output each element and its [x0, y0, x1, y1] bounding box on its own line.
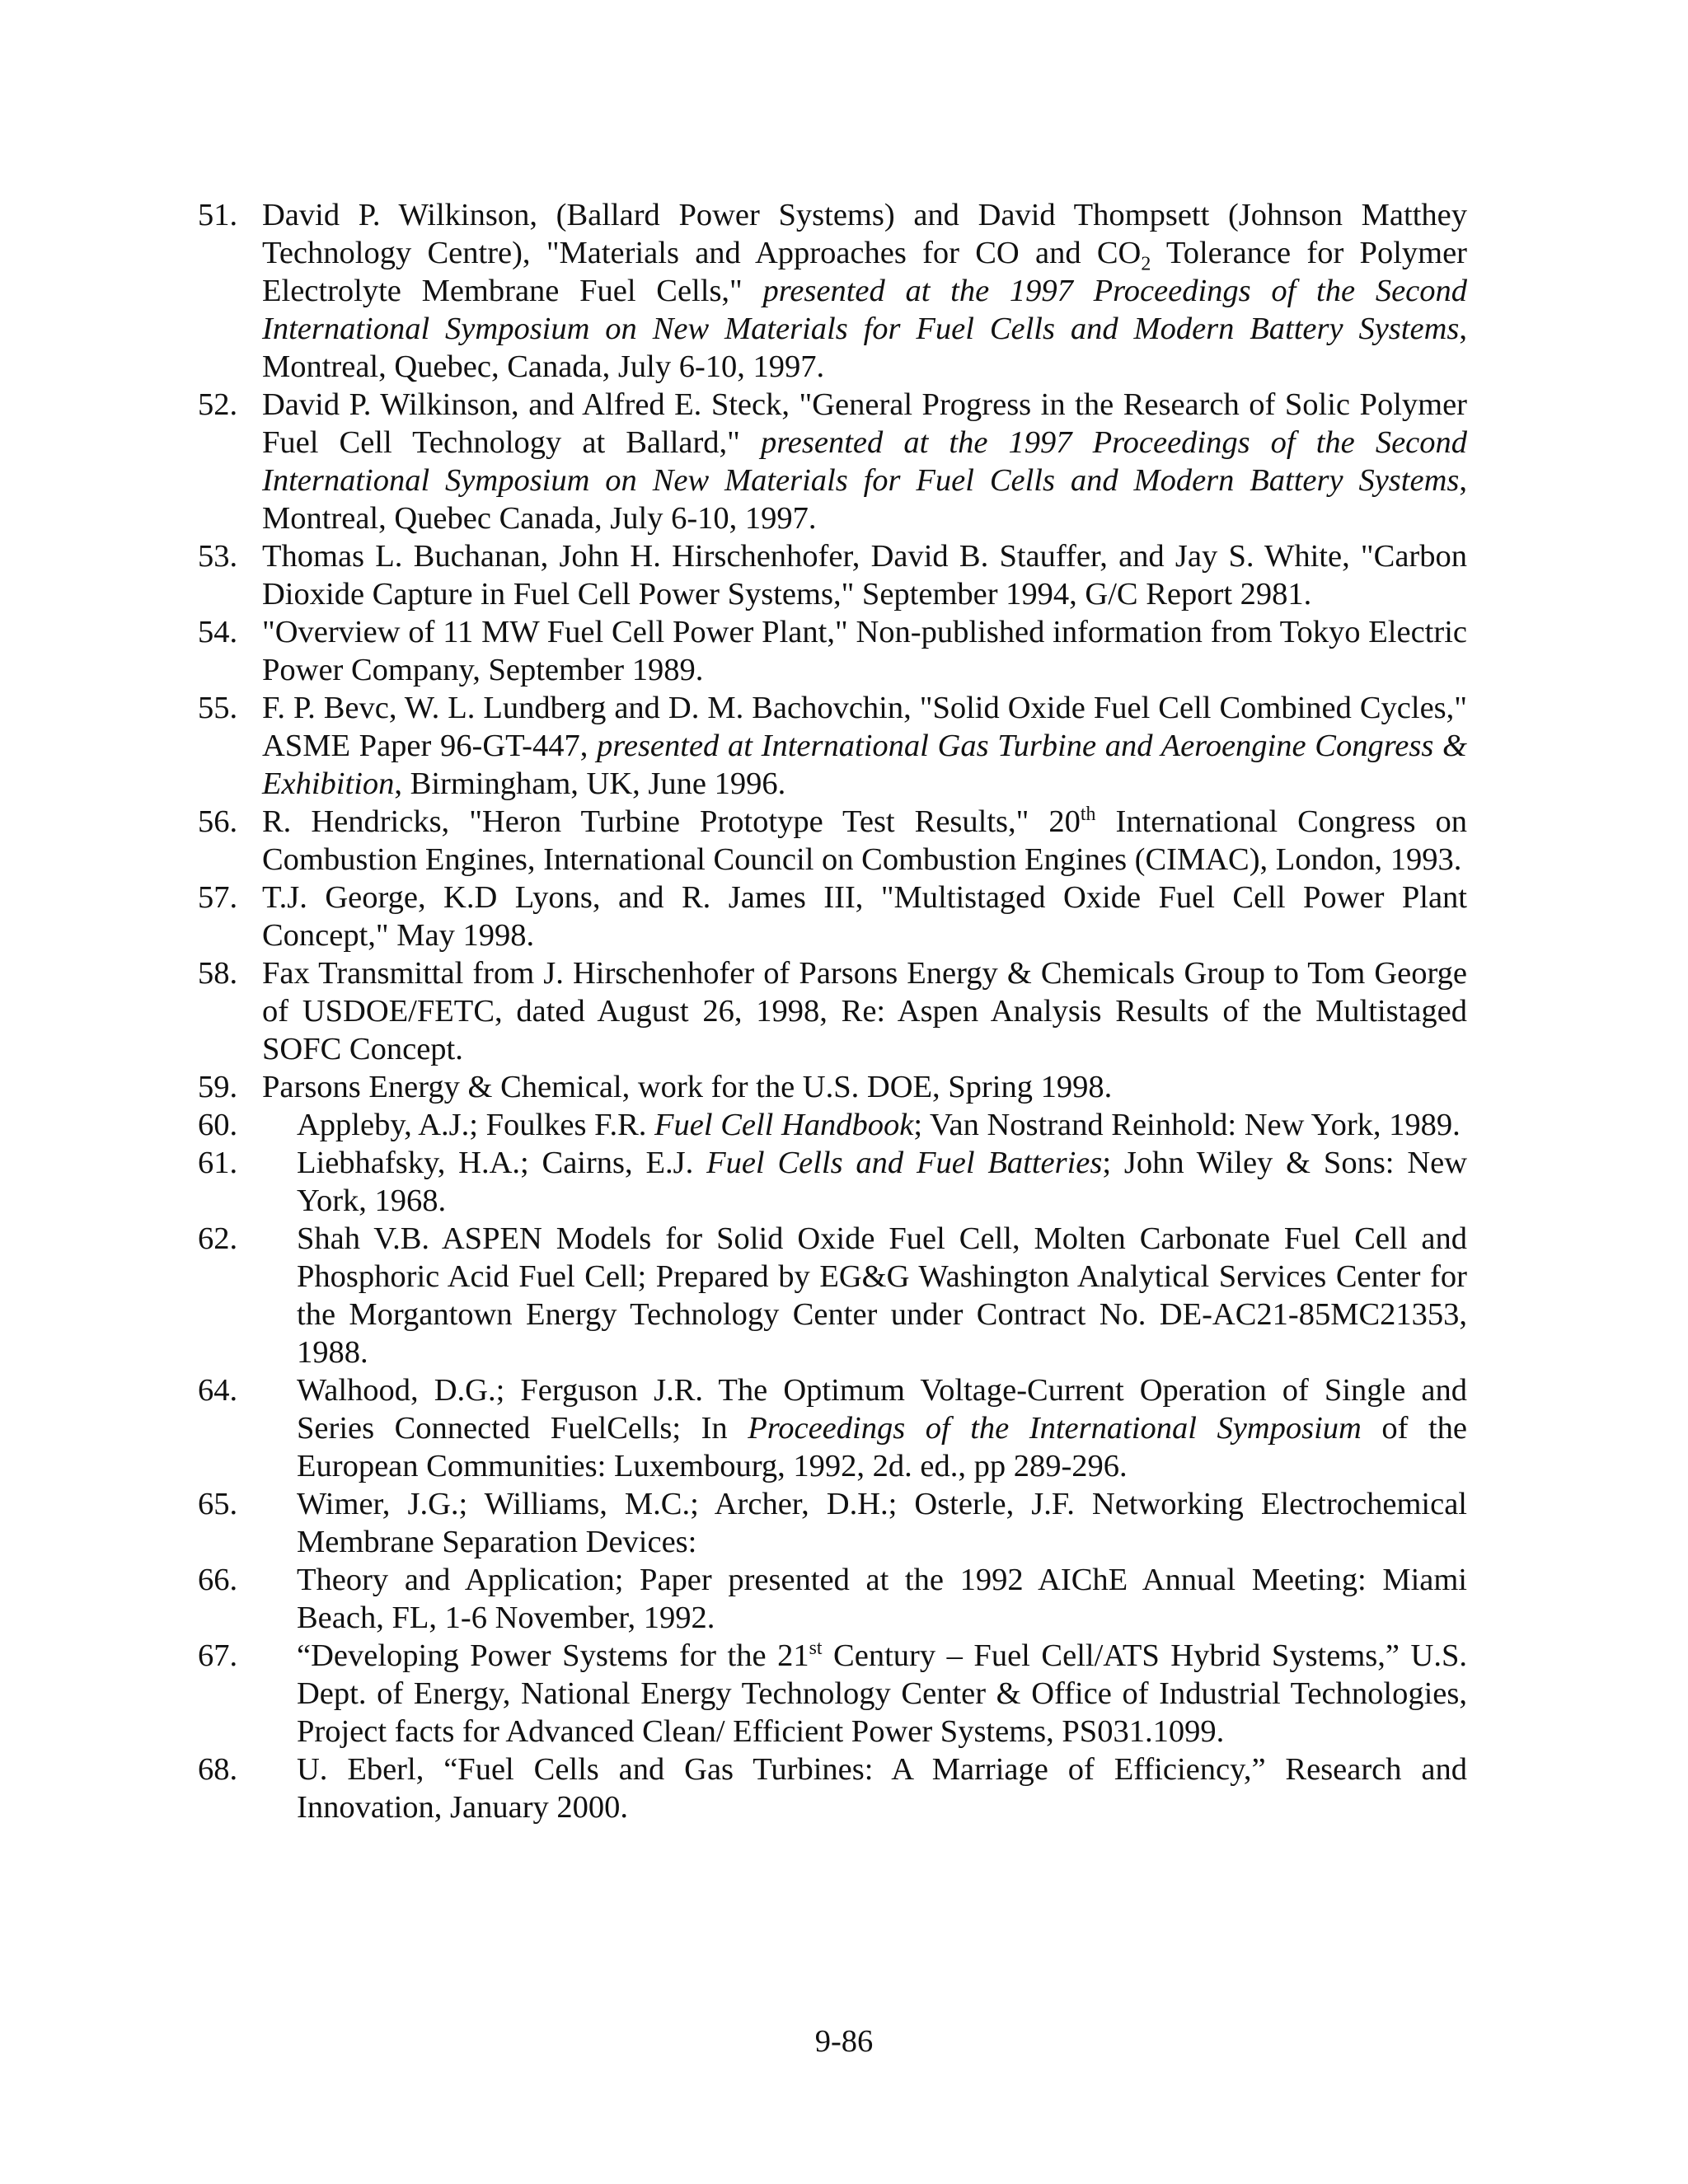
reference-number: 55. — [198, 691, 238, 725]
reference-item — [198, 537, 1467, 613]
reference-venue: presented at the 1997 Proceedings of the Second International Symposium on New Materials for Fuel Cells and Modern Battery Systems — [262, 274, 1467, 346]
reference-text: Liebhafsky, H.A.; Cairns, E.J. — [297, 1146, 707, 1180]
reference-venue: presented at the 1997 Proceedings of the Second International Symposium on New Materials for Fuel Cells and Modern Battery Systems — [262, 425, 1468, 498]
reference-text: Shah V.B. ASPEN Models for Solid Oxide Fuel Cell, Molten Carbonate Fuel Cell and Phosphoric Acid Fuel Cell; Prepared by EG&G Washington Analytical Services Center for the Morgantown Energy Technology Center under Contract No. DE-AC21-85MC21353, 1988. — [297, 1221, 1467, 1370]
reference-item — [198, 1637, 1467, 1750]
reference-item — [198, 803, 1467, 879]
reference-text: “Developing Power Systems for the 21 — [297, 1638, 809, 1673]
reference-number: 60. — [198, 1108, 238, 1142]
reference-number: 54. — [198, 615, 238, 649]
reference-number: 68. — [198, 1752, 238, 1787]
reference-number: 64. — [198, 1373, 238, 1408]
reference-number: 53. — [198, 539, 238, 574]
reference-item — [198, 689, 1467, 803]
reference-title: Fuel Cells and Fuel Batteries — [706, 1146, 1103, 1180]
reference-item — [198, 954, 1467, 1068]
reference-item — [198, 1485, 1467, 1561]
reference-venue: Proceedings of the International Symposium — [748, 1411, 1362, 1446]
reference-text: David P. Wilkinson, and Alfred E. Steck, "General Progress in the Research of Solic Polymer Fuel Cell Technology at Ballard," — [262, 387, 1467, 460]
reference-text: International Congress on Combustion Engines, International Council on Combustion Engines (CIMAC), London, 1993. — [262, 804, 1467, 877]
reference-item — [198, 1068, 1467, 1106]
reference-number: 61. — [198, 1146, 238, 1180]
reference-number: 67. — [198, 1638, 238, 1673]
reference-text: David P. Wilkinson, (Ballard Power Systems) and David Thompsett (Johnson Matthey Technology Centre), "Materials and Approaches for CO and CO — [262, 198, 1467, 270]
reference-item — [198, 1106, 1467, 1144]
reference-title: Fuel Cell Handbook — [654, 1108, 914, 1142]
reference-text: U. Eberl, “Fuel Cells and Gas Turbines: A Marriage of Efficiency,” Research and Innovation, January 2000. — [297, 1752, 1467, 1825]
reference-text: Thomas L. Buchanan, John H. Hirschenhofer, David B. Stauffer, and Jay S. White, "Carbon Dioxide Capture in Fuel Cell Power Systems," September 1994, G/C Report 2981. — [262, 539, 1467, 612]
reference-list — [198, 196, 1467, 1826]
reference-text: ; John Wiley & Sons: New York, 1968. — [297, 1146, 1468, 1218]
reference-text: Theory and Application; Paper presented at the 1992 AIChE Annual Meeting: Miami Beach, FL, 1-6 November, 1992. — [297, 1563, 1467, 1635]
reference-text: Parsons Energy & Chemical, work for the U.S. DOE, Spring 1998. — [262, 1070, 1113, 1104]
reference-item — [198, 613, 1467, 689]
reference-item — [198, 1750, 1467, 1826]
superscript: st — [809, 1638, 823, 1660]
reference-text: , Montreal, Quebec, Canada, July 6-10, 1997. — [262, 312, 1467, 384]
reference-number: 56. — [198, 804, 238, 839]
reference-item — [198, 879, 1467, 954]
reference-venue: presented at International Gas Turbine and Aeroengine Congress & Exhibition — [262, 729, 1467, 801]
reference-text: T.J. George, K.D Lyons, and R. James III, "Multistaged Oxide Fuel Cell Power Plant Concept," May 1998. — [262, 880, 1467, 953]
superscript: th — [1080, 804, 1096, 826]
subscript: 2 — [1141, 253, 1151, 275]
reference-text: , Montreal, Quebec Canada, July 6-10, 1997. — [262, 463, 1467, 536]
reference-number: 58. — [198, 956, 238, 991]
reference-text: Century – Fuel Cell/ATS Hybrid Systems,” U.S. Dept. of Energy, National Energy Technology Center & Office of Industrial Technologies, Project facts for Advanced Clean/ Efficient Power Systems, PS031.1099. — [297, 1638, 1467, 1749]
reference-text: Fax Transmittal from J. Hirschenhofer of Parsons Energy & Chemicals Group to Tom George of USDOE/FETC, dated August 26, 1998, Re: Aspen Analysis Results of the Multistaged SOFC Concept. — [262, 956, 1467, 1066]
reference-number: 65. — [198, 1487, 238, 1521]
reference-text: F. P. Bevc, W. L. Lundberg and D. M. Bachovchin, "Solid Oxide Fuel Cell Combined Cycles," ASME Paper 96-GT-447, — [262, 691, 1467, 763]
reference-number: 51. — [198, 198, 238, 232]
reference-text: Walhood, D.G.; Ferguson J.R. The Optimum Voltage-Current Operation of Single and Series Connected FuelCells; In — [297, 1373, 1467, 1446]
reference-item — [198, 386, 1467, 537]
reference-text: Wimer, J.G.; Williams, M.C.; Archer, D.H.; Osterle, J.F. Networking Electrochemical Membrane Separation Devices: — [297, 1487, 1467, 1559]
reference-item — [198, 1561, 1467, 1637]
reference-text: R. Hendricks, "Heron Turbine Prototype Test Results," 20 — [262, 804, 1081, 839]
reference-number: 52. — [198, 387, 238, 422]
reference-text: of the European Communities: Luxembourg, 1992, 2d. ed., pp 289-296. — [297, 1411, 1467, 1483]
reference-item — [198, 1371, 1467, 1485]
reference-item — [198, 1144, 1467, 1220]
page-number: 9-86 — [814, 2024, 874, 2059]
reference-text: Tolerance for Polymer Electrolyte Membrane Fuel Cells," — [262, 236, 1467, 308]
reference-number: 66. — [198, 1563, 238, 1597]
reference-text: , Birmingham, UK, June 1996. — [394, 766, 786, 801]
reference-text: Appleby, A.J.; Foulkes F.R. — [297, 1108, 655, 1142]
reference-number: 57. — [198, 880, 238, 915]
reference-number: 62. — [198, 1221, 238, 1256]
reference-text: ; Van Nostrand Reinhold: New York, 1989. — [913, 1108, 1461, 1142]
reference-number: 59. — [198, 1070, 238, 1104]
reference-item — [198, 196, 1467, 386]
reference-item — [198, 1220, 1467, 1371]
reference-text: "Overview of 11 MW Fuel Cell Power Plant," Non-published information from Tokyo Electric Power Company, September 1989. — [262, 615, 1467, 687]
